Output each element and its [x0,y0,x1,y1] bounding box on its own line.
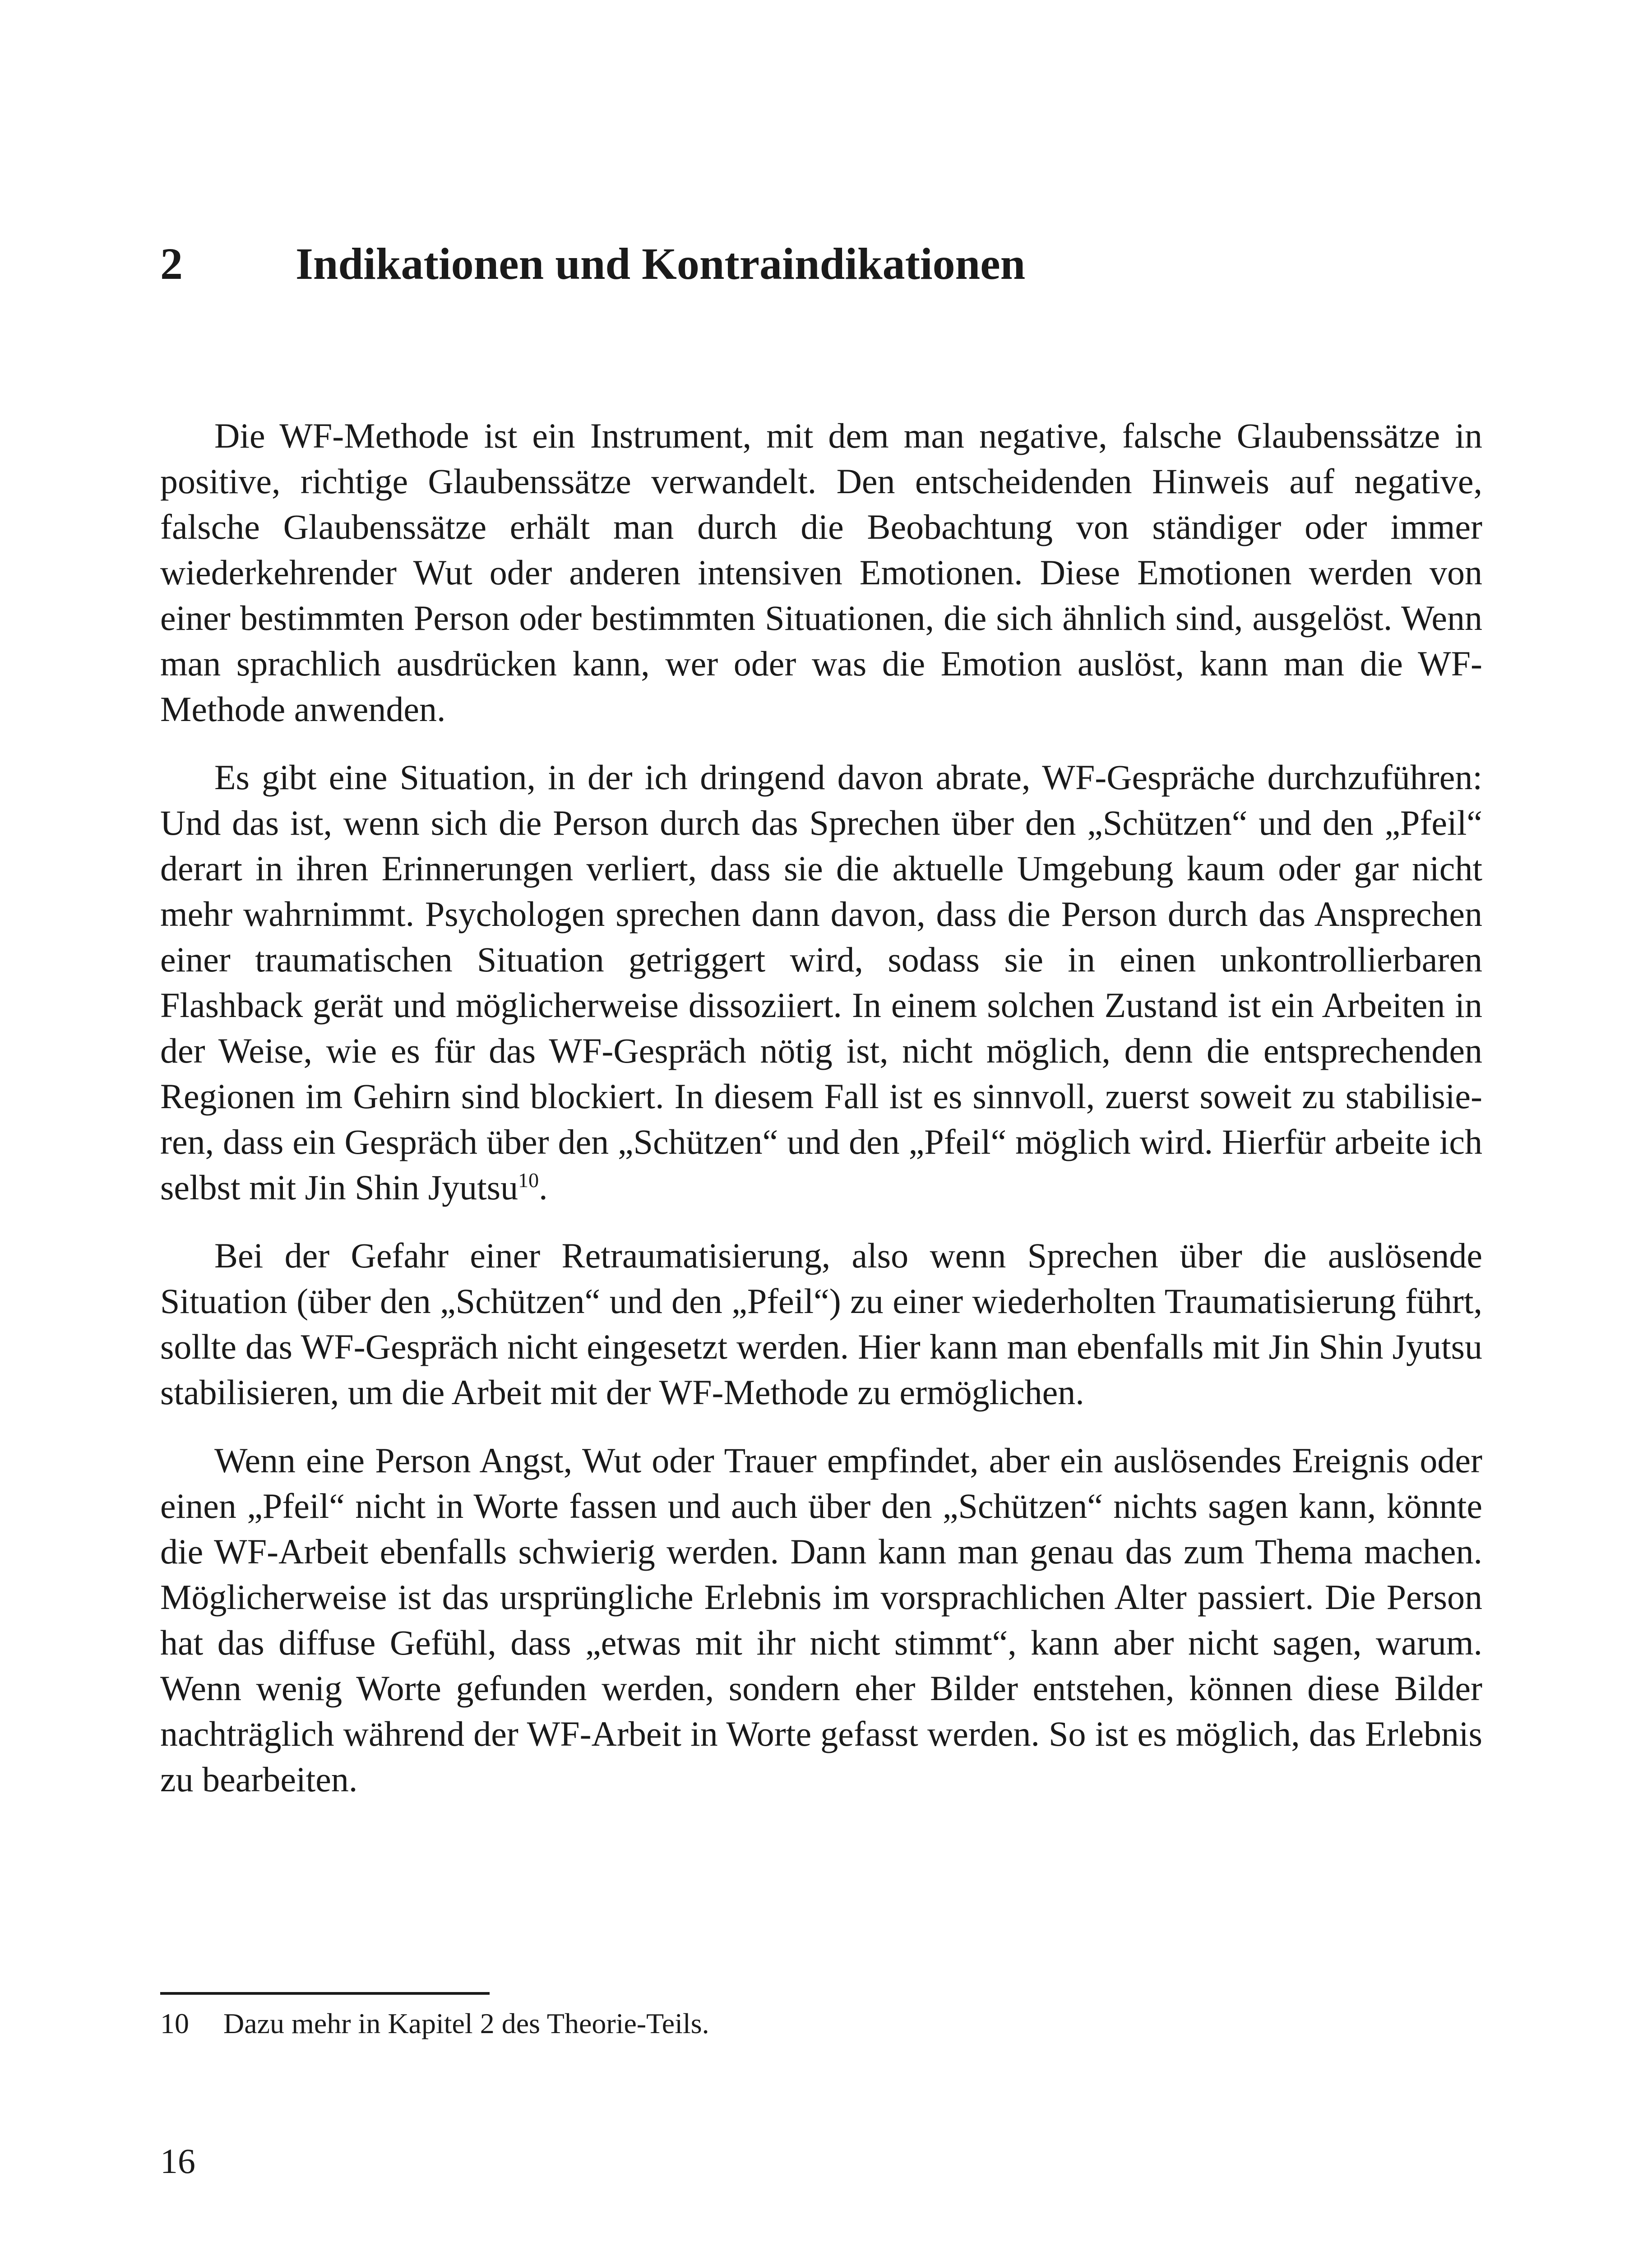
page-number: 16 [160,2141,195,2181]
footnote-number: 10 [160,2007,189,2039]
paragraph-4: Wenn eine Person Angst, Wut oder Trauer empfindet, aber ein auslösendes Ereignis oder einen „Pfeil“ nicht in Worte fassen und auch über den „Schützen“ nichts sagen kann, könnte die WF-Arbeit ebenfalls schwierig werden. Dann kann man genau das zum Thema machen. Möglicherweise ist das ursprüngliche Erlebnis im vorsprachlichen Alter passiert. Die Person hat das diffuse Gefühl, dass „etwas mit ihr nicht stimmt“, kann aber nicht sagen, warum. Wenn wenig Worte gefunden werden, sondern eher Bilder entstehen, können diese Bilder nachträglich während der WF-Arbeit in Worte gefasst werden. So ist es möglich, das Erlebnis zu bearbeiten. [160,1441,1482,1799]
paragraph-2 [160,754,1482,1210]
paragraph-3: Bei der Gefahr einer Retraumatisierung, also wenn Sprechen über die auslösende Situation (über den „Schützen“ und den „Pfeil“) zu einer wiederholten Traumatisierung führt, sollte das WF-Gespräch nicht eingesetzt werden. Hier kann man ebenfalls mit Jin Shin Jyutsu stabilisieren, um die Arbeit mit der WF-Methode zu ermöglichen. [160,1236,1482,1412]
footnote-text: Dazu mehr in Kapitel 2 des Theorie-Teils. [223,2007,709,2039]
chapter-heading [160,235,1496,293]
body-text [160,413,1482,1825]
footnote-reference[interactable]: 10 [518,1169,539,1192]
footnote-divider [160,1992,490,1995]
paragraph-2-text: Es gibt eine Situation, in der ich dringend davon abrate, WF-Gespräche durchzuführen: Und das ist, wenn sich die Person durch das Sprechen über den „Schützen“ und den „Pfeil“ derart in ihren Erinnerungen verliert, dass sie die aktuelle Umgebung kaum oder gar nicht mehr wahrnimmt. Psychologen sprechen dann davon, dass die Person durch das Ansprechen einer traumatischen Situation getriggert wird, sodass sie in einen unkontrollierbaren Flashback gerät und möglicherweise dissoziiert. In einem solchen Zustand ist ein Arbeiten in der Weise, wie es für das WF-Gespräch nötig ist, nicht möglich, denn die entsprechenden Regionen im Gehirn sind blockiert. In diesem Fall ist es sinnvoll, zuerst soweit zu stabilisieren, dass ein Gespräch über den „Schützen“ und den „Pfeil“ möglich wird. Hierfür arbeite ich selbst mit Jin Shin Jyutsu [160,758,1482,1207]
paragraph-1: Die WF-Methode ist ein Instrument, mit dem man negative, falsche Glaubenssätze in positive, richtige Glaubenssätze verwandelt. Den entscheidenden Hinweis auf negative, falsche Glaubenssätze erhält man durch die Beobachtung von ständiger oder immer wiederkehrender Wut oder anderen intensiven Emotionen. Diese Emotionen werden von einer bestimmten Person oder bestimmten Situationen, die sich ähnlich sind, ausgelöst. Wenn man sprachlich ausdrücken kann, wer oder was die Emotion auslöst, kann man die WF-Methode anwenden. [160,416,1482,729]
footnote [160,2003,1482,2044]
chapter-title: Indikationen und Kontraindikationen [296,239,1026,289]
chapter-number: 2 [160,239,183,289]
paragraph-2-end: . [539,1168,548,1207]
